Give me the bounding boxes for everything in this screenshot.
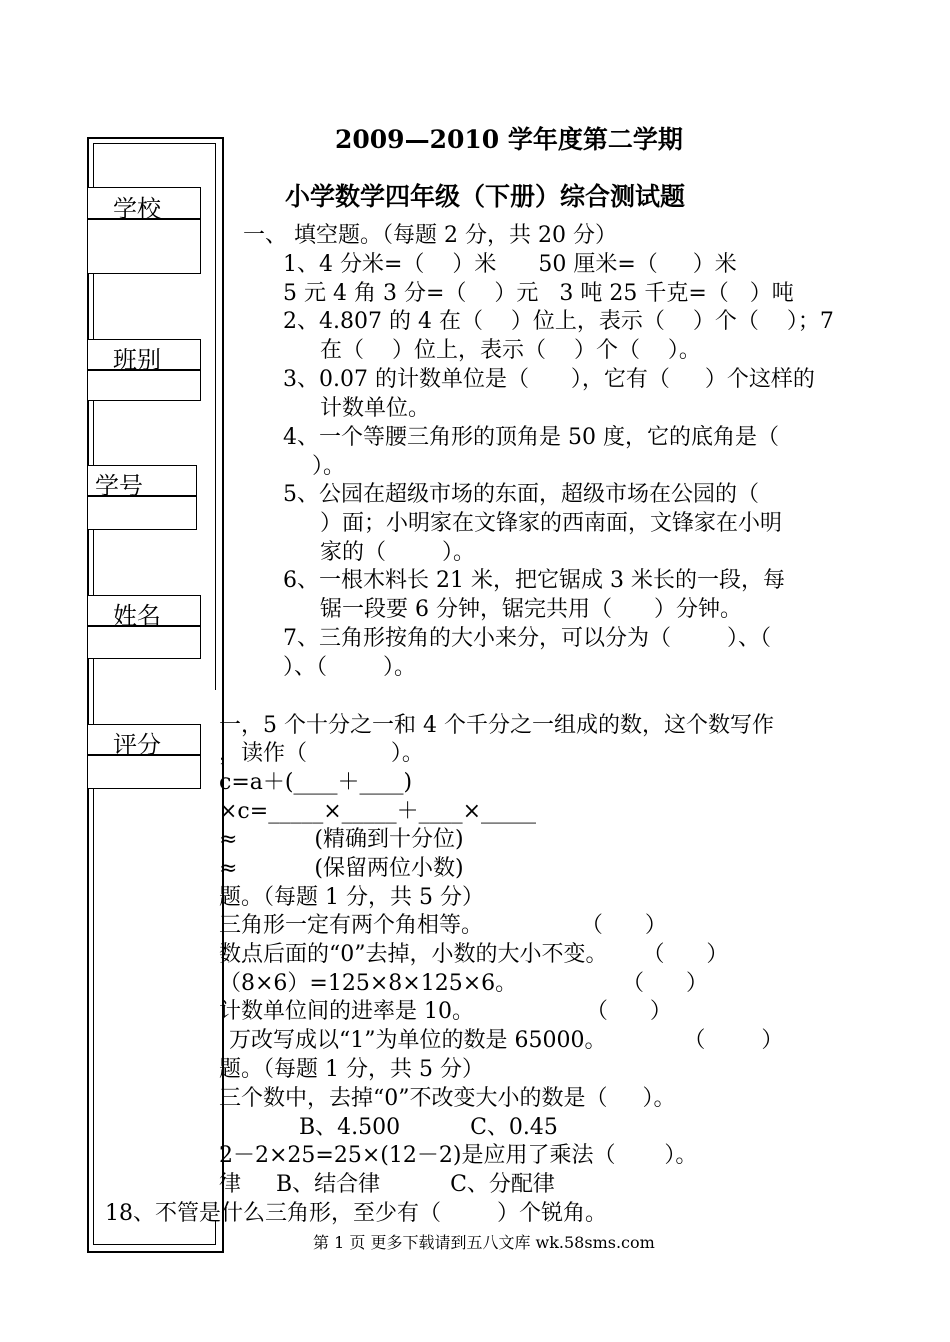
- question-7a: 7、三角形按角的大小来分，可以分为（ ）、（: [283, 626, 771, 651]
- page-title-1: 2009—2010 学年度第二学期: [335, 125, 683, 154]
- question-10: ×c=_____×_____＋____×_____: [219, 799, 537, 824]
- judge-5: 万改写成以“1”为单位的数是 65000。 （ ）: [229, 1028, 784, 1053]
- question-8a: 一，5 个十分之一和 4 个千分之一组成的数，这个数写作: [219, 713, 774, 738]
- question-3b: 计数单位。: [320, 396, 431, 421]
- class-label: 班别: [113, 346, 161, 374]
- section-3-heading: 题。（每题 1 分，共 5 分）: [219, 1057, 484, 1082]
- choice-1-options: B、4.500 C、0.45: [299, 1115, 558, 1140]
- page-title-2: 小学数学四年级（下册）综合测试题: [285, 182, 686, 211]
- student-number-label: 学号: [95, 472, 143, 500]
- judge-4: 计数单位间的进率是 10。 （ ）: [219, 999, 672, 1024]
- question-5a: 5、公园在超级市场的东面，超级市场在公园的（: [283, 482, 759, 507]
- judge-1: 三角形一定有两个角相等。 （ ）: [219, 913, 667, 938]
- section-2-heading: 题。（每题 1 分，共 5 分）: [219, 885, 484, 910]
- question-5c: 家的（ ）。: [320, 540, 475, 565]
- score-label: 评分: [113, 731, 161, 759]
- question-8b: ，读作（ ）。: [219, 741, 424, 766]
- choice-2-options: 律 B、结合律 C、分配律: [219, 1172, 555, 1197]
- binding-frame-inner: [93, 143, 216, 1245]
- name-label: 姓名: [113, 602, 161, 630]
- question-3a: 3、0.07 的计数单位是（ ），它有（ ）个这样的: [283, 367, 815, 392]
- section-1-heading: 一、 填空题。（每题 2 分，共 20 分）: [243, 223, 617, 248]
- question-1b: 5 元 4 角 3 分=（ ）元 3 吨 25 千克=（ ）吨: [283, 281, 794, 306]
- question-5b: ）面；小明家在文锋家的西南面，文锋家在小明: [320, 511, 783, 536]
- school-label: 学校: [113, 195, 161, 223]
- question-9: c=a＋(____＋____): [219, 770, 413, 795]
- question-1a: 1、4 分米=（ ）米 50 厘米=（ ）米: [283, 252, 737, 277]
- question-2a: 2、4.807 的 4 在（ ）位上，表示（ ）个（ ）；7: [283, 309, 834, 334]
- question-11: ≈ (精确到十分位): [219, 827, 464, 852]
- choice-1-stem: 三个数中，去掉“0”不改变大小的数是（ ）。: [219, 1086, 676, 1111]
- question-7b: ）、（ ）。: [283, 655, 416, 680]
- choice-3-stem: 18、不管是什么三角形，至少有（ ）个锐角。: [105, 1201, 607, 1226]
- question-4a: 4、一个等腰三角形的顶角是 50 度，它的底角是（: [283, 425, 779, 450]
- question-2b: 在（ ）位上，表示（ ）个（ ）。: [320, 338, 701, 363]
- question-6b: 锯一段要 6 分钟，锯完共用（ ）分钟。: [320, 597, 742, 622]
- judge-3: （8×6）=125×8×125×6。 （ ）: [219, 971, 708, 996]
- judge-2: 数点后面的“0”去掉，小数的大小不变。 （ ）: [219, 942, 729, 967]
- question-4b: ）。: [312, 454, 346, 479]
- question-6a: 6、一根木料长 21 米，把它锯成 3 米长的一段，每: [283, 568, 785, 593]
- footer: 第 1 页 更多下载请到五八文库 wk.58sms.com: [313, 1233, 655, 1252]
- choice-2-stem: 2－2×25=25×(12－2)是应用了乘法（ ）。: [219, 1143, 698, 1168]
- question-12: ≈ (保留两位小数): [219, 856, 464, 881]
